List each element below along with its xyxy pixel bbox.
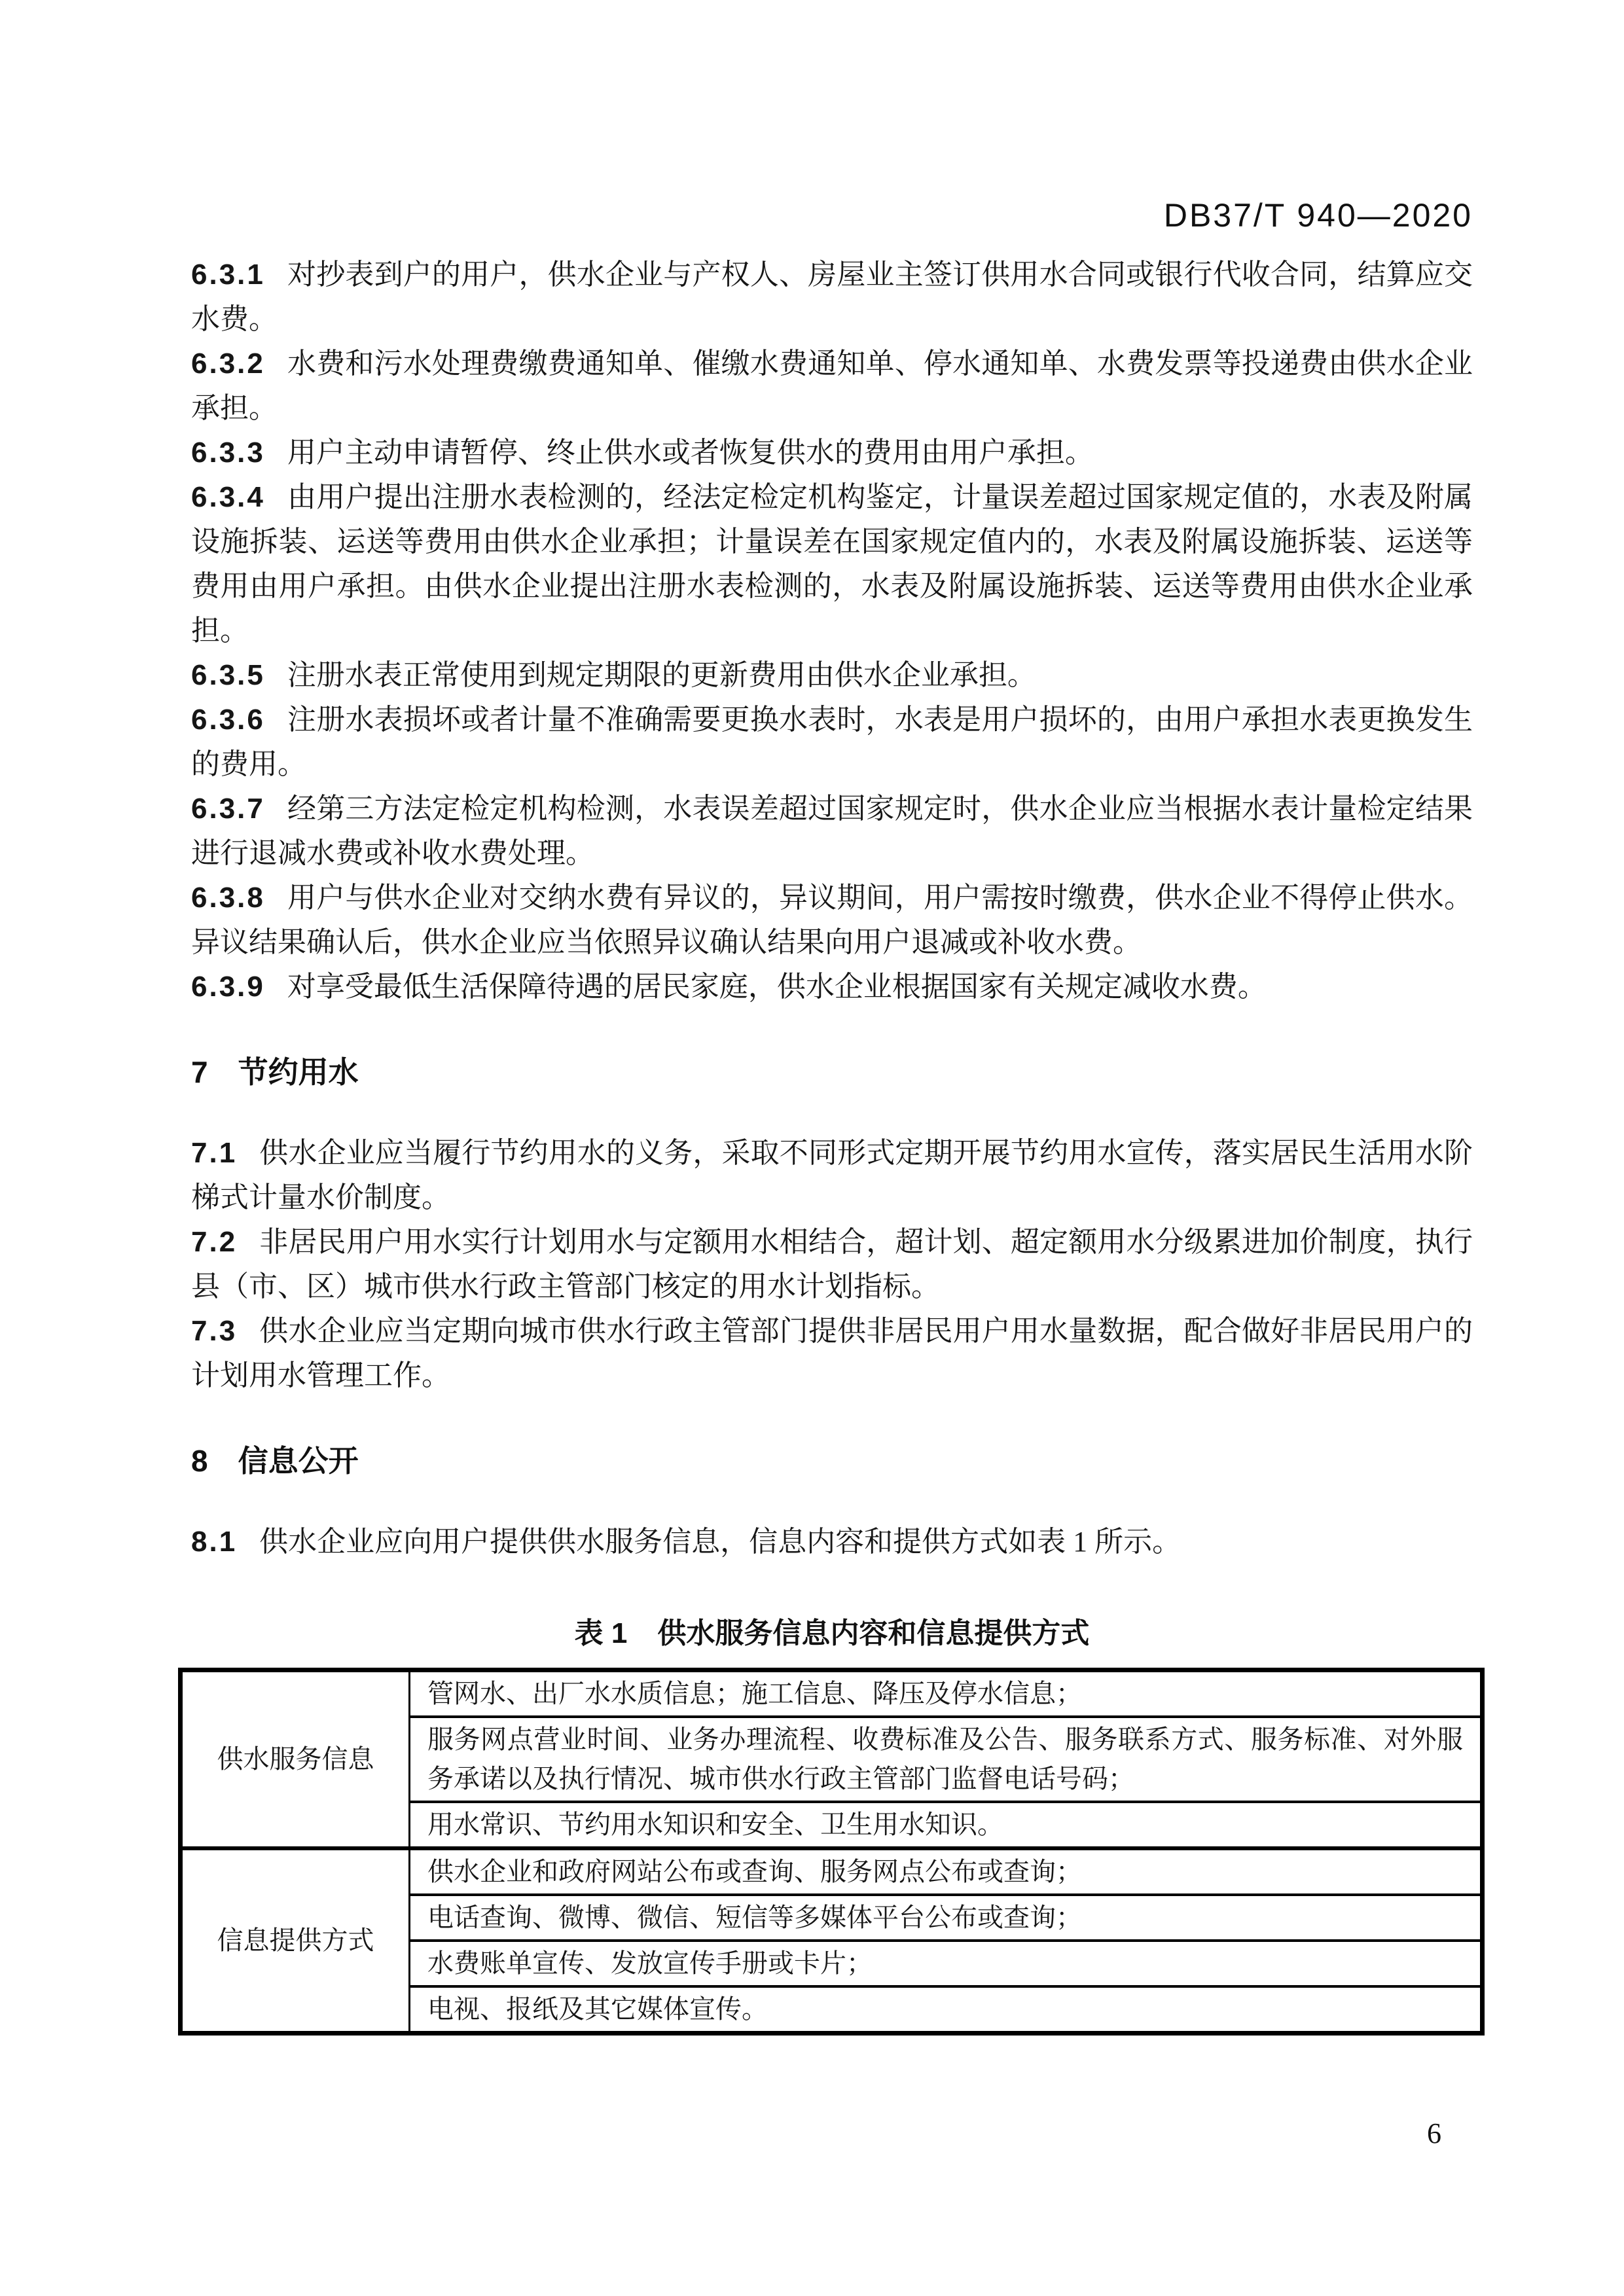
section-number: 7	[191, 1055, 209, 1089]
clause-text: 注册水表损坏或者计量不准确需要更换水表时，水表是用户损坏的，由用户承担水表更换发生的费用。	[191, 704, 1473, 780]
clause-text: 由用户提出注册水表检测的，经法定检定机构鉴定，计量误差超过国家规定值的，水表及附属设施拆装、运送等费用由供水企业承担；计量误差在国家规定值内的，水表及附属设施拆装、运送等费用由用户承担。由供水企业提出注册水表检测的，水表及附属设施拆装、运送等费用由供水企业承担。	[191, 481, 1473, 647]
clause-number: 7.2	[191, 1226, 238, 1258]
table-caption-title: 供水服务信息内容和信息提供方式	[657, 1617, 1090, 1649]
table-cell: 供水企业和政府网站公布或查询、服务网点公布或查询；	[410, 1848, 1483, 1895]
table-row	[181, 1670, 1483, 1717]
table-group-header-provide-methods: 信息提供方式	[181, 1848, 410, 2034]
clause-number: 6.3.6	[191, 704, 265, 736]
clause-text: 对享受最低生活保障待遇的居民家庭，供水企业根据国家有关规定减收水费。	[287, 971, 1267, 1003]
clause-number: 6.3.2	[191, 348, 265, 380]
clause-number: 6.3.1	[191, 259, 265, 291]
clause-text: 用户主动申请暂停、终止供水或者恢复供水的费用由用户承担。	[287, 437, 1094, 469]
clause-6-3-6	[191, 698, 1473, 787]
section-8-heading	[191, 1439, 1473, 1483]
clause-number: 6.3.5	[191, 659, 265, 691]
table-row	[181, 1848, 1483, 1895]
clause-7-1	[191, 1131, 1473, 1220]
table-cell: 管网水、出厂水水质信息；施工信息、降压及停水信息；	[410, 1670, 1483, 1717]
clause-6-3-4	[191, 475, 1473, 653]
clause-6-3-5	[191, 653, 1473, 698]
section-title: 节约用水	[238, 1055, 359, 1089]
clause-text: 水费和污水处理费缴费通知单、催缴水费通知单、停水通知单、水费发票等投递费由供水企业承担。	[191, 348, 1473, 424]
clause-6-3-1	[191, 253, 1473, 342]
clause-6-3-9	[191, 965, 1473, 1009]
clause-number: 6.3.7	[191, 793, 265, 825]
clause-text: 对抄表到户的用户，供水企业与产权人、房屋业主签订供用水合同或银行代收合同，结算应交水费。	[191, 259, 1473, 335]
section-title: 信息公开	[238, 1444, 359, 1478]
clause-text: 用户与供水企业对交纳水费有异议的，异议期间，用户需按时缴费，供水企业不得停止供水。异议结果确认后，供水企业应当依照异议确认结果向用户退减或补收水费。	[191, 882, 1473, 958]
section-7-heading	[191, 1050, 1473, 1094]
clause-number: 6.3.3	[191, 437, 265, 469]
clause-text: 供水企业应当定期向城市供水行政主管部门提供非居民用户用水量数据，配合做好非居民用户的计划用水管理工作。	[191, 1315, 1473, 1391]
table-cell: 水费账单宣传、发放宣传手册或卡片；	[410, 1941, 1483, 1986]
clause-text: 供水企业应当履行节约用水的义务，采取不同形式定期开展节约用水宣传，落实居民生活用水阶梯式计量水价制度。	[191, 1137, 1473, 1213]
document-body	[191, 253, 1473, 2036]
table-cell: 服务网点营业时间、业务办理流程、收费标准及公告、服务联系方式、服务标准、对外服务承诺以及执行情况、城市供水行政主管部门监督电话号码；	[410, 1717, 1483, 1802]
clause-number: 6.3.8	[191, 882, 265, 914]
clause-text: 非居民用户用水实行计划用水与定额用水相结合，超计划、超定额用水分级累进加价制度，执行县（市、区）城市供水行政主管部门核定的用水计划指标。	[191, 1226, 1473, 1302]
clause-number: 6.3.4	[191, 481, 265, 513]
table-1-caption	[191, 1614, 1473, 1653]
page-number: 6	[1427, 2117, 1441, 2149]
table-cell: 电视、报纸及其它媒体宣传。	[410, 1986, 1483, 2034]
clause-number: 8.1	[191, 1526, 238, 1558]
clause-7-3	[191, 1309, 1473, 1398]
clause-7-2	[191, 1220, 1473, 1309]
clause-number: 6.3.9	[191, 971, 265, 1003]
table-group-header-service-info: 供水服务信息	[181, 1670, 410, 1849]
clause-text: 注册水表正常使用到规定期限的更新费用由供水企业承担。	[287, 659, 1036, 691]
clause-number: 7.3	[191, 1315, 238, 1347]
table-caption-label: 表 1	[574, 1617, 628, 1649]
clause-8-1	[191, 1520, 1473, 1564]
table-cell: 用水常识、节约用水知识和安全、卫生用水知识。	[410, 1802, 1483, 1848]
clause-number: 7.1	[191, 1137, 238, 1169]
section-number: 8	[191, 1444, 209, 1478]
clause-6-3-8	[191, 876, 1473, 965]
clause-6-3-2	[191, 342, 1473, 431]
clause-6-3-3	[191, 431, 1473, 475]
clause-text: 经第三方法定检定机构检测，水表误差超过国家规定时，供水企业应当根据水表计量检定结果进行退减水费或补收水费处理。	[191, 793, 1473, 869]
standard-code-header: DB37/T 940—2020	[1163, 197, 1473, 234]
table-1-service-info	[178, 1668, 1485, 2036]
clause-6-3-7	[191, 787, 1473, 876]
clause-text: 供水企业应向用户提供供水服务信息，信息内容和提供方式如表 1 所示。	[259, 1526, 1182, 1558]
table-cell: 电话查询、微博、微信、短信等多媒体平台公布或查询；	[410, 1895, 1483, 1941]
